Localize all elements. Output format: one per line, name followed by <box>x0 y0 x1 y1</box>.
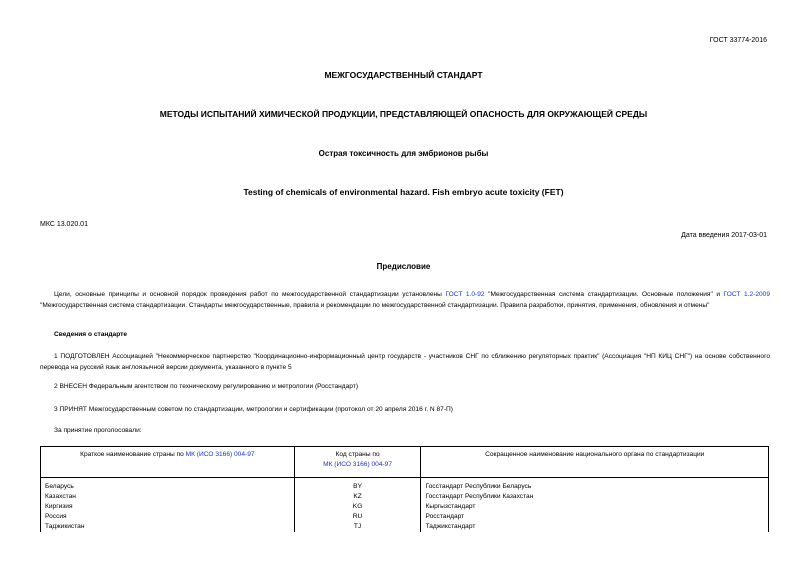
standard-info-heading: Сведения о стандарте <box>54 331 128 338</box>
info-item-3: 3 ПРИНЯТ Межгосударственным советом по стандартизации, метрологии и сертификации (протокол от 20 апреля 2016 г. N 87-П) <box>54 406 453 413</box>
table-row <box>41 502 769 512</box>
table-row <box>41 482 769 492</box>
standard-type-heading: МЕЖГОСУДАРСТВЕННЫЙ СТАНДАРТ <box>324 70 483 80</box>
foreword-paragraph <box>40 289 770 311</box>
mk-iso-3166-link[interactable]: МК (ИСО 3166) 004-97 <box>185 451 255 458</box>
mks-code: МКС 13.020.01 <box>40 221 88 228</box>
column-header-country <box>41 447 295 478</box>
country-cell: Киргизия <box>41 502 295 512</box>
code-cell: KZ <box>294 492 421 502</box>
code-cell: RU <box>294 512 421 522</box>
country-cell: Беларусь <box>41 482 295 492</box>
foreword-heading: Предисловие <box>376 262 431 271</box>
foreword-text: "Межгосударственная система стандартизации. Основные положения" и <box>484 291 724 298</box>
column-header-code <box>294 447 421 478</box>
document-title: МЕТОДЫ ИСПЫТАНИЙ ХИМИЧЕСКОЙ ПРОДУКЦИИ, ПРЕДСТАВЛЯЮЩЕЙ ОПАСНОСТЬ ДЛЯ ОКРУЖАЮЩЕЙ СРЕДЫ <box>159 109 648 119</box>
header-text: Код страны по <box>335 451 380 458</box>
standards-body-cell: Кыргызстандарт <box>421 502 769 512</box>
foreword-text: "Межгосударственная система стандартизации. Стандарты межгосударственные, правила и рекомендации по межгосударственной стандартизации. Правила разработки, принятия, применения, обновления и отмены" <box>40 302 710 309</box>
gost-1-0-92-link[interactable]: ГОСТ 1.0-92 <box>445 291 485 298</box>
code-cell: BY <box>294 482 421 492</box>
document-number: ГОСТ 33774-2016 <box>709 37 767 44</box>
country-cell: Казахстан <box>41 492 295 502</box>
info-item-1: 1 ПОДГОТОВЛЕН Ассоциацией "Некоммерческое партнерство "Координационно-информационный центр государств - участников СНГ по сближению регуляторных практик" (Ассоциация "НП КИЦ СНГ") на основе собственного перевода на русский язык англоязычной версии документа, указанного в пункте 5 <box>40 353 770 371</box>
code-cell: TJ <box>294 522 421 532</box>
table-row <box>41 492 769 502</box>
foreword-text: Цели, основные принципы и основной порядок проведения работ по межгосударственной стандартизации установлены <box>54 291 446 298</box>
subtitle-english: Testing of chemicals of environmental hazard. Fish embryo acute toxicity (FET) <box>243 187 564 197</box>
voted-label: За принятие проголосовали: <box>54 427 142 434</box>
standards-body-cell: Таджикстандарт <box>421 522 769 532</box>
gost-1-2-2009-link[interactable]: ГОСТ 1.2-2009 <box>723 291 770 298</box>
standards-body-cell: Госстандарт Республики Казахстан <box>421 492 769 502</box>
header-text: Краткое наименование страны по <box>80 451 186 458</box>
standards-body-cell: Росстандарт <box>421 512 769 522</box>
subtitle-russian: Острая токсичность для эмбрионов рыбы <box>318 149 489 158</box>
country-cell: Россия <box>41 512 295 522</box>
voting-countries-table <box>40 446 769 532</box>
country-cell: Таджикистан <box>41 522 295 532</box>
mk-iso-3166-link[interactable]: МК (ИСО 3166) 004-97 <box>323 461 393 468</box>
table-row <box>41 512 769 522</box>
info-item-2: 2 ВНЕСЕН Федеральным агентством по техническому регулированию и метрологии (Росстандарт) <box>54 383 359 390</box>
table-row <box>41 522 769 532</box>
code-cell: KG <box>294 502 421 512</box>
introduction-date: Дата введения 2017-03-01 <box>681 232 767 239</box>
column-header-standards-body: Сокращенное наименование национального органа по стандартизации <box>421 447 769 478</box>
standards-body-cell: Госстандарт Республики Беларусь <box>421 482 769 492</box>
table-header-row <box>41 447 769 478</box>
